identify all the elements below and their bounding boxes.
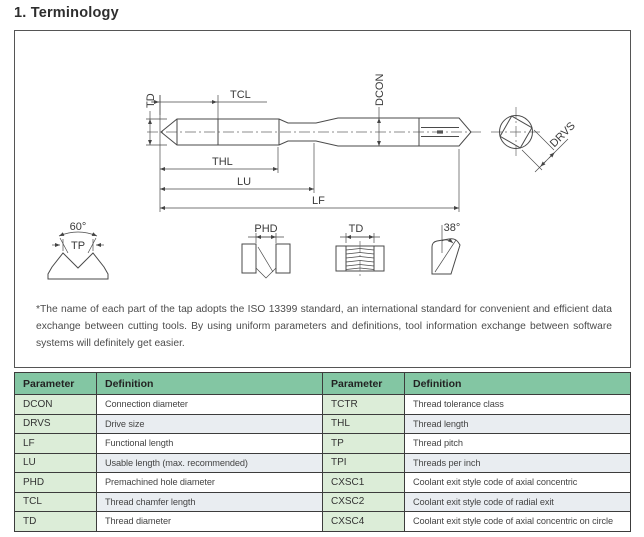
- lu-label: LU: [237, 176, 252, 188]
- definition-cell: Thread chamfer length: [97, 492, 323, 512]
- header-definition: Definition: [97, 373, 323, 395]
- param-cell: TP: [323, 434, 405, 454]
- definition-cell: Connection diameter: [97, 395, 323, 415]
- drvs-end-view: [491, 107, 578, 172]
- param-cell: TCTR: [323, 395, 405, 415]
- definition-cell: Usable length (max. recommended): [97, 453, 323, 473]
- dimension-td: [145, 93, 167, 145]
- param-cell: TCL: [15, 492, 97, 512]
- table-header-row: [15, 373, 631, 395]
- definition-cell: Functional length: [97, 434, 323, 454]
- param-cell: CXSC1: [323, 473, 405, 493]
- definition-cell: Threads per inch: [405, 453, 631, 473]
- definition-cell: Coolant exit style code of axial concentric: [405, 473, 631, 493]
- table-row: [15, 434, 631, 454]
- td-label: TD: [145, 93, 157, 108]
- definition-cell: Thread diameter: [97, 512, 323, 532]
- td-hole-label: TD: [348, 223, 364, 235]
- param-cell: CXSC4: [323, 512, 405, 532]
- dimension-lu: [160, 143, 314, 193]
- table-row: [15, 492, 631, 512]
- dimension-thl: [160, 95, 278, 212]
- flute-angle-detail: [432, 222, 460, 274]
- table-row: [15, 395, 631, 415]
- param-cell: TD: [15, 512, 97, 532]
- definition-cell: Thread pitch: [405, 434, 631, 454]
- definition-cell: Coolant exit style code of axial concentric on circle: [405, 512, 631, 532]
- tap-terminology-diagram: [15, 31, 630, 299]
- tp-label: TP: [70, 240, 86, 252]
- header-definition: Definition: [405, 373, 631, 395]
- tap-side-view: [147, 118, 483, 146]
- figure-note: *The name of each part of the tap adopts the ISO 13399 standard, an international standard for convenient and efficient data exchange between cutting tools. By using uniform parameters and definitions, tool information exchange between software systems will definitely get easier.: [36, 304, 612, 349]
- param-cell: LU: [15, 453, 97, 473]
- table-row: [15, 453, 631, 473]
- td-hole-detail: [336, 223, 384, 276]
- tcl-label: TCL: [230, 89, 251, 101]
- definition-cell: Premachined hole diameter: [97, 473, 323, 493]
- definition-cell: Thread tolerance class: [405, 395, 631, 415]
- dimension-tcl: [151, 89, 267, 119]
- param-cell: DCON: [15, 395, 97, 415]
- param-cell: PHD: [15, 473, 97, 493]
- definition-cell: Coolant exit style code of radial exit: [405, 492, 631, 512]
- angle-38-label: 38°: [443, 222, 461, 234]
- dimension-lf: [160, 149, 459, 212]
- phd-label: PHD: [254, 223, 278, 235]
- terminology-figure: [14, 30, 631, 368]
- param-cell: DRVS: [15, 414, 97, 434]
- lf-label: LF: [312, 195, 325, 207]
- phd-detail: [242, 223, 290, 278]
- table-row: [15, 512, 631, 532]
- table-row: [15, 414, 631, 434]
- thread-profile-detail: [48, 221, 108, 279]
- header-parameter: Parameter: [15, 373, 97, 395]
- header-parameter: Parameter: [323, 373, 405, 395]
- param-cell: LF: [15, 434, 97, 454]
- page-title: 1. Terminology: [14, 5, 119, 21]
- param-cell: THL: [323, 414, 405, 434]
- angle-60-label: 60°: [69, 221, 87, 233]
- drvs-label: DRVS: [547, 119, 578, 150]
- definition-cell: Drive size: [97, 414, 323, 434]
- dimension-dcon: [374, 74, 386, 146]
- definition-cell: Thread length: [405, 414, 631, 434]
- param-cell: CXSC2: [323, 492, 405, 512]
- square-drive-mark: [437, 130, 443, 133]
- thl-label: THL: [212, 156, 233, 168]
- param-cell: TPI: [323, 453, 405, 473]
- table-row: [15, 473, 631, 493]
- terminology-table: [14, 372, 631, 532]
- dcon-label: DCON: [374, 73, 386, 106]
